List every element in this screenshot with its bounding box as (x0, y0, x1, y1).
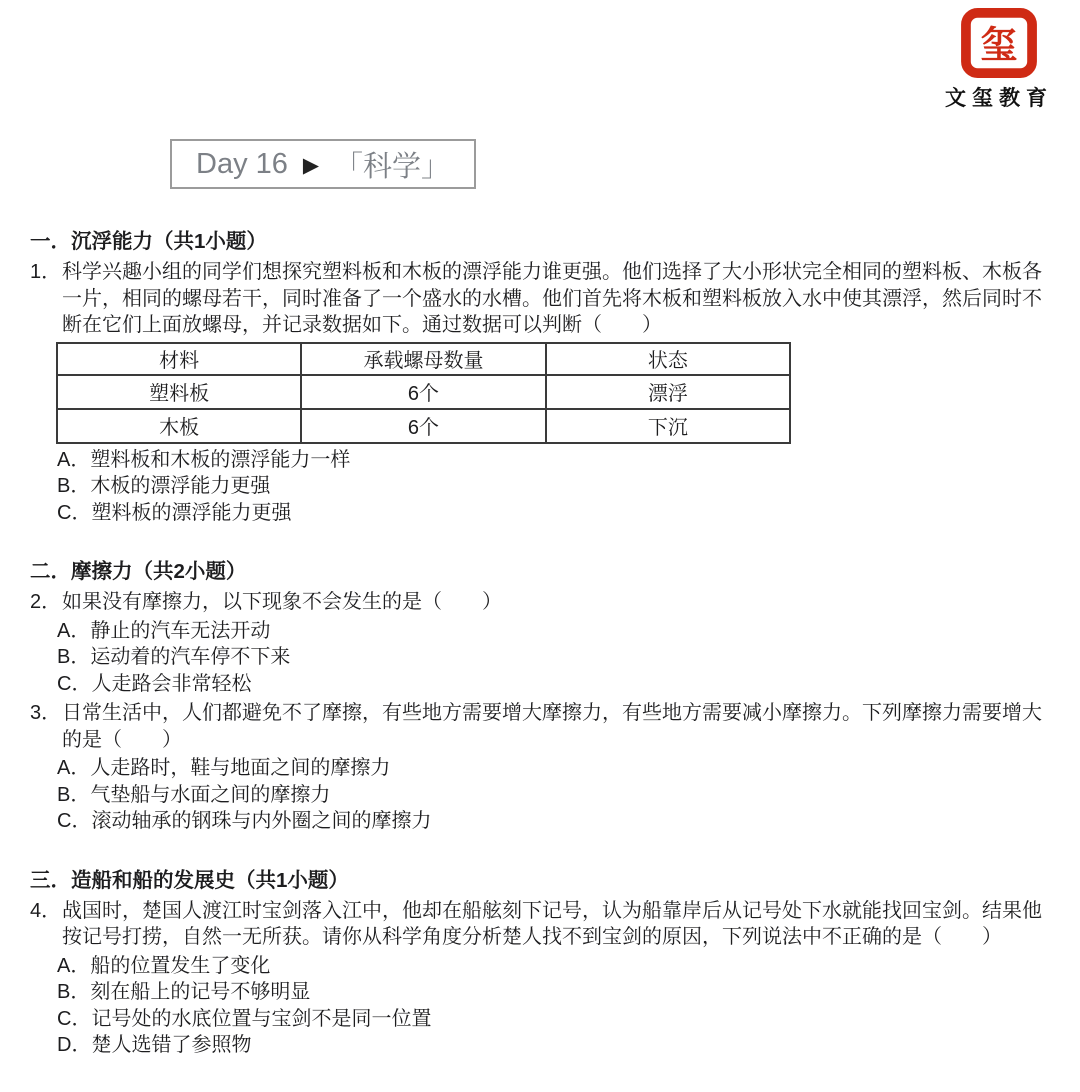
question-number: 4． (30, 899, 62, 922)
section-title: 一．沉浮能力（共1小题） (30, 230, 267, 253)
subject-label: 「科学」 (334, 150, 451, 183)
table-row (57, 409, 790, 443)
day-label: Day 16 (196, 147, 288, 180)
option-a: A．塑料板和木板的漂浮能力一样 (57, 448, 351, 471)
options-question-1 (57, 447, 1058, 527)
option-c: C．塑料板的漂浮能力更强 (57, 501, 292, 524)
table-header-cell: 承载螺母数量 (301, 343, 545, 375)
options-question-4 (57, 953, 1058, 1059)
option-c: C．记号处的水底位置与宝剑不是同一位置 (57, 1007, 432, 1030)
question-3 (30, 700, 1058, 753)
table-cell: 下沉 (546, 409, 790, 443)
section-title: 三．造船和船的发展史（共1小题） (30, 868, 349, 892)
question-number: 2． (30, 591, 62, 613)
table-row (57, 375, 790, 409)
question-text: 战国时，楚国人渡江时宝剑落入江中，他却在船舷刻下记号，认为船靠岸后从记号处下水就能找回宝剑。结果他按记号打捞，自然一无所获。请你从科学角度分析楚人找不到宝剑的原因，下列说法中不正确的是（ ） (62, 899, 1042, 948)
option-b: B．刻在船上的记号不够明显 (57, 981, 311, 1003)
option-a: A．静止的汽车无法开动 (57, 619, 271, 642)
question-number: 1． (30, 261, 62, 283)
table-cell: 塑料板 (57, 375, 301, 409)
table-header-cell: 状态 (546, 343, 790, 375)
option-b: B．气垫船与水面之间的摩擦力 (57, 783, 331, 806)
table-cell: 6个 (301, 409, 545, 443)
option-c: C．人走路会非常轻松 (57, 672, 252, 695)
question-2 (30, 589, 1058, 616)
option-a: A．人走路时，鞋与地面之间的摩擦力 (57, 757, 391, 779)
brand-name: 文玺教育 (945, 86, 1053, 110)
question-4 (30, 898, 1058, 951)
section-friction (30, 558, 1058, 835)
question-1 (30, 259, 1058, 339)
brand-seal-icon (959, 8, 1039, 78)
question-text: 科学兴趣小组的同学们想探究塑料板和木板的漂浮能力谁更强。他们选择了大小形状完全相同的塑料板、木板各一片，相同的螺母若干，同时准备了一个盛水的水槽。他们首先将木板和塑料板放入水中使其漂浮，然后同时不断在它们上面放螺母，并记录数据如下。通过数据可以判断（ ） (62, 261, 1042, 336)
option-b: B．木板的漂浮能力更强 (57, 475, 271, 497)
option-a: A．船的位置发生了变化 (57, 954, 271, 977)
table-header-row (57, 343, 790, 375)
section-title: 二．摩擦力（共2小题） (30, 560, 247, 583)
question-text: 日常生活中，人们都避免不了摩擦，有些地方需要增大摩擦力，有些地方需要减小摩擦力。下列摩擦力需要增大的是（ ） (62, 702, 1042, 751)
table-header-cell: 材料 (57, 343, 301, 375)
section-shipbuilding-history (30, 867, 1058, 1059)
seal-character: 玺 (980, 24, 1018, 66)
day-banner (170, 139, 476, 189)
option-d: D．楚人选错了参照物 (57, 1034, 252, 1056)
data-table (56, 342, 791, 444)
play-arrow-icon: ▶ (302, 153, 320, 177)
table-cell: 6个 (301, 375, 545, 409)
question-number: 3． (30, 702, 62, 724)
section-floating-ability (30, 228, 1058, 526)
option-b: B．运动着的汽车停不下来 (57, 646, 291, 668)
table-cell: 木板 (57, 409, 301, 443)
table-cell: 漂浮 (546, 375, 790, 409)
options-question-2 (57, 618, 1058, 698)
brand-logo (934, 8, 1064, 112)
worksheet-content (30, 228, 1058, 1059)
option-c: C．滚动轴承的钢珠与内外圈之间的摩擦力 (57, 810, 432, 832)
options-question-3 (57, 755, 1058, 835)
question-text: 如果没有摩擦力，以下现象不会发生的是（ ） (62, 591, 502, 613)
